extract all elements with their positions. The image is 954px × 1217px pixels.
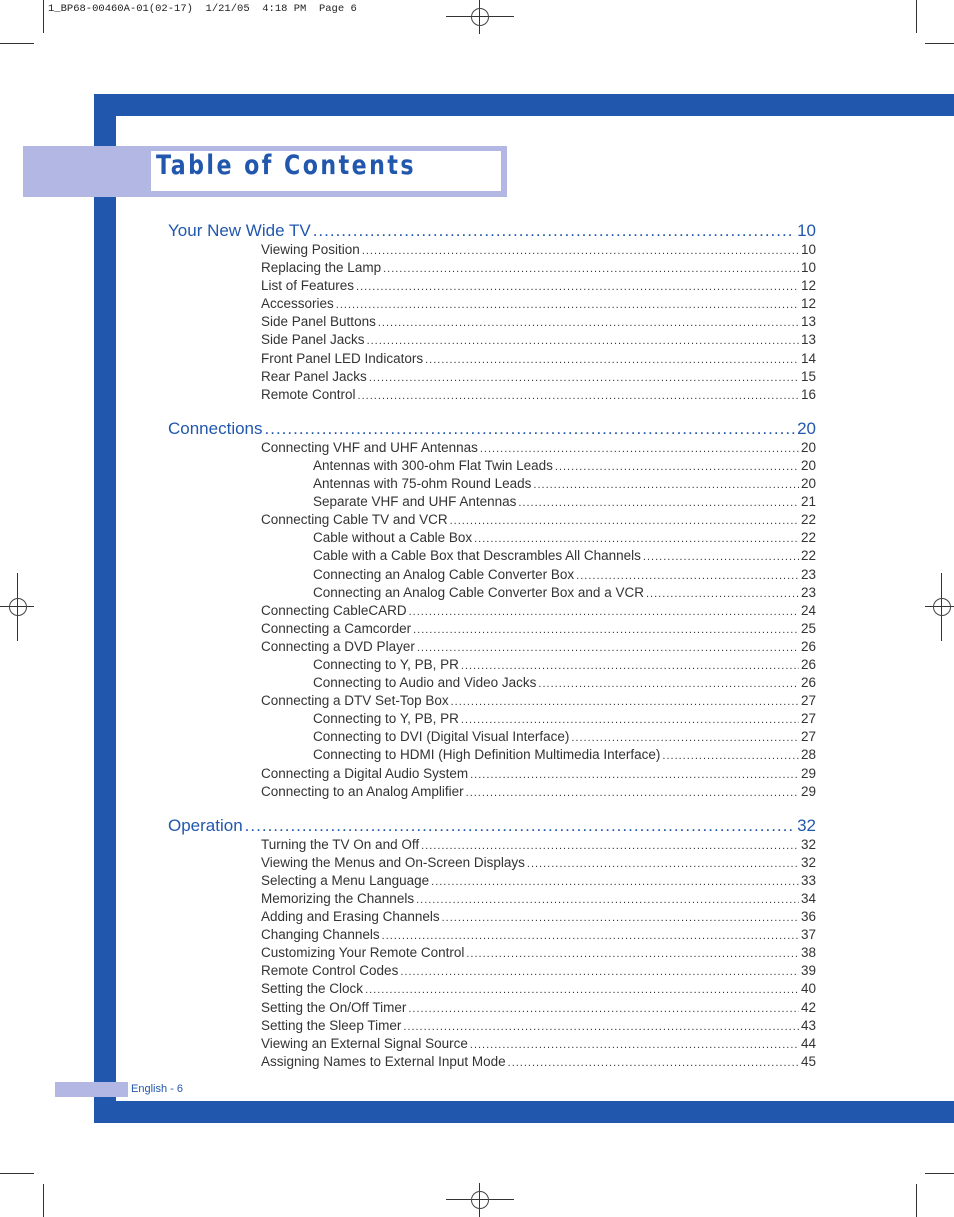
toc-entry-page: 27 xyxy=(800,693,816,709)
page-title: Table of Contents xyxy=(156,150,417,181)
dot-leader xyxy=(518,494,799,511)
toc-entry-label: Cable with a Cable Box that Descrambles All Channels xyxy=(313,548,641,564)
toc-entry-label: Antennas with 75-ohm Round Leads xyxy=(313,476,532,492)
toc-entry[interactable] xyxy=(168,765,816,783)
print-slug: 1_BP68-00460A-01(02-17) 1/21/05 4:18 PM Page 6 xyxy=(48,3,357,15)
dot-leader xyxy=(378,314,799,331)
toc-entry-page: 27 xyxy=(800,711,816,727)
dot-leader xyxy=(538,675,799,692)
toc-entry-page: 43 xyxy=(800,1017,816,1033)
toc-entry-page: 16 xyxy=(800,386,816,402)
toc-entry-label: Side Panel Jacks xyxy=(261,332,365,348)
dot-leader xyxy=(466,784,799,801)
toc-entry[interactable] xyxy=(168,475,816,493)
toc-entry-label: Antennas with 300-ohm Flat Twin Leads xyxy=(313,457,553,473)
crop-mark xyxy=(925,43,954,44)
page-number: English - 6 xyxy=(131,1083,183,1095)
toc-entry-label: Accessories xyxy=(261,296,334,312)
toc-entry-label: Connecting an Analog Cable Converter Box and a VCR xyxy=(313,584,644,600)
footer-tab xyxy=(55,1082,128,1097)
toc-entry-label: Connecting to Audio and Video Jacks xyxy=(313,675,537,691)
toc-entry-page: 25 xyxy=(800,620,816,636)
toc-entry-label: Adding and Erasing Channels xyxy=(261,909,440,925)
crop-mark xyxy=(43,0,44,33)
toc-entry[interactable] xyxy=(168,350,816,368)
toc-entry-page: 36 xyxy=(800,909,816,925)
toc-entry[interactable] xyxy=(168,331,816,349)
dot-leader xyxy=(409,603,799,620)
toc-entry[interactable] xyxy=(168,638,816,656)
toc-entry[interactable] xyxy=(168,926,816,944)
left-frame-bar xyxy=(94,94,116,1123)
toc-entry[interactable] xyxy=(168,656,816,674)
toc-section[interactable] xyxy=(168,419,816,439)
toc-entry-label: Connecting a Digital Audio System xyxy=(261,765,469,781)
dot-leader xyxy=(358,387,799,404)
toc-section[interactable] xyxy=(168,816,816,836)
toc-entry-page: 13 xyxy=(800,314,816,330)
toc-entry[interactable] xyxy=(168,457,816,475)
toc-entry-page: 32 xyxy=(797,815,816,835)
dot-leader xyxy=(356,278,799,295)
dot-leader xyxy=(480,440,799,457)
toc-entry[interactable] xyxy=(168,295,816,313)
toc-entry-page: 20 xyxy=(797,418,816,438)
toc-entry-label: Selecting a Menu Language xyxy=(261,872,430,888)
toc-entry-label: Connecting to DVI (Digital Visual Interface) xyxy=(313,729,570,745)
toc-entry-page: 15 xyxy=(800,368,816,384)
dot-leader xyxy=(421,837,799,854)
registration-mark xyxy=(471,1191,489,1209)
toc-entry-page: 10 xyxy=(800,260,816,276)
dot-leader xyxy=(571,729,799,746)
toc-entry-label: Memorizing the Channels xyxy=(261,891,415,906)
toc-entry[interactable] xyxy=(168,890,816,908)
toc-entry-page: 24 xyxy=(800,602,816,618)
toc-entry-page: 38 xyxy=(800,945,816,961)
toc-entry[interactable] xyxy=(168,836,816,854)
dot-leader xyxy=(431,873,799,890)
toc-entry[interactable] xyxy=(168,620,816,638)
toc-entry[interactable] xyxy=(168,259,816,277)
toc-entry-page: 39 xyxy=(800,963,816,979)
dot-leader xyxy=(508,1054,799,1071)
toc-entry[interactable] xyxy=(168,980,816,998)
toc-entry-page: 26 xyxy=(800,638,816,654)
dot-leader xyxy=(382,927,799,944)
crop-mark xyxy=(916,1184,917,1217)
toc-entry[interactable] xyxy=(168,602,816,620)
toc-entry[interactable] xyxy=(168,999,816,1017)
toc-entry[interactable] xyxy=(168,529,816,547)
dot-leader xyxy=(662,747,799,764)
toc-entry[interactable] xyxy=(168,511,816,529)
toc-entry[interactable] xyxy=(168,547,816,565)
dot-leader xyxy=(400,963,799,980)
dot-leader xyxy=(408,1000,799,1017)
dot-leader xyxy=(245,816,795,836)
toc-entry-label: Connections xyxy=(168,418,263,438)
toc-entry-label: Connecting VHF and UHF Antennas xyxy=(261,439,478,455)
toc-entry[interactable] xyxy=(168,584,816,602)
toc-entry-page: 40 xyxy=(800,981,816,997)
crop-mark xyxy=(925,1173,954,1174)
dot-leader xyxy=(643,548,799,565)
dot-leader xyxy=(470,1036,799,1053)
dot-leader xyxy=(367,332,799,349)
registration-mark xyxy=(471,8,489,26)
dot-leader xyxy=(466,945,799,962)
toc-entry-label: Separate VHF and UHF Antennas xyxy=(313,494,517,510)
toc-entry-label: Replacing the Lamp xyxy=(261,260,382,276)
dot-leader xyxy=(383,260,799,277)
dot-leader xyxy=(555,458,799,475)
toc-entry-label: Rear Panel Jacks xyxy=(261,368,367,384)
toc-entry-page: 22 xyxy=(800,530,816,546)
toc-entry-page: 10 xyxy=(800,242,816,257)
toc-entry-page: 20 xyxy=(800,457,816,473)
crop-mark xyxy=(43,1184,44,1217)
toc-entry-label: Connecting an Analog Cable Converter Box xyxy=(313,566,575,582)
toc-entry-page: 20 xyxy=(800,439,816,455)
toc-entry[interactable] xyxy=(168,241,816,259)
toc-entry[interactable] xyxy=(168,1035,816,1053)
toc-entry-page: 32 xyxy=(800,836,816,852)
toc-entry-page: 22 xyxy=(800,512,816,528)
toc-entry[interactable] xyxy=(168,386,816,404)
dot-leader xyxy=(442,909,799,926)
registration-mark xyxy=(933,598,951,616)
toc-entry-label: Connecting to an Analog Amplifier xyxy=(261,783,464,799)
toc-entry[interactable] xyxy=(168,692,816,710)
dot-leader xyxy=(369,369,799,386)
toc-entry-label: Remote Control xyxy=(261,386,356,402)
toc-entry[interactable] xyxy=(168,439,816,457)
toc-entry[interactable] xyxy=(168,674,816,692)
toc-entry-label: Setting the Clock xyxy=(261,981,364,997)
dot-leader xyxy=(533,476,799,493)
toc-entry-page: 29 xyxy=(800,765,816,781)
toc-entry[interactable] xyxy=(168,313,816,331)
toc-entry-label: Front Panel LED Indicators xyxy=(261,350,424,366)
toc-entry-page: 22 xyxy=(800,548,816,564)
toc-entry[interactable] xyxy=(168,908,816,926)
toc-entry-page: 14 xyxy=(800,350,816,366)
toc-entry[interactable] xyxy=(168,1053,816,1071)
toc-entry-page: 23 xyxy=(800,566,816,582)
toc-entry[interactable] xyxy=(168,944,816,962)
toc-entry-label: List of Features xyxy=(261,278,355,294)
toc-entry-label: Side Panel Buttons xyxy=(261,314,376,330)
toc-entry-page: 27 xyxy=(800,729,816,745)
toc-entry-label: Viewing an External Signal Source xyxy=(261,1035,468,1051)
toc-entry-label: Assigning Names to External Input Mode xyxy=(261,1053,506,1069)
toc-entry[interactable] xyxy=(168,962,816,980)
toc-entry[interactable] xyxy=(168,368,816,386)
toc-entry[interactable] xyxy=(168,872,816,890)
toc-entry[interactable] xyxy=(168,493,816,511)
crop-mark xyxy=(0,43,34,44)
toc-entry-page: 21 xyxy=(800,494,816,510)
toc-entry-page: 26 xyxy=(800,656,816,672)
toc-section[interactable] xyxy=(168,221,816,241)
toc-entry-page: 12 xyxy=(800,278,816,294)
toc-entry-label: Connecting to Y, PB, PR xyxy=(313,656,459,672)
toc-entry-label: Connecting a DTV Set-Top Box xyxy=(261,693,449,709)
toc-entry[interactable] xyxy=(168,746,816,764)
toc-entry-page: 33 xyxy=(800,872,816,888)
toc-entry-label: Connecting CableCARD xyxy=(261,602,407,618)
dot-leader xyxy=(417,639,799,656)
toc-entry-page: 26 xyxy=(800,675,816,691)
dot-leader xyxy=(313,221,795,241)
toc-entry[interactable] xyxy=(168,854,816,872)
toc-entry-page: 37 xyxy=(800,927,816,943)
crop-mark xyxy=(916,0,917,33)
dot-leader xyxy=(416,891,799,908)
dot-leader xyxy=(450,512,799,529)
toc-entry-label: Setting the On/Off Timer xyxy=(261,999,407,1015)
toc-entry[interactable] xyxy=(168,566,816,584)
toc-entry-page: 45 xyxy=(800,1053,816,1069)
toc-entry-page: 34 xyxy=(800,891,816,906)
dot-leader xyxy=(425,351,799,368)
toc-entry[interactable] xyxy=(168,783,816,801)
toc-entry-label: Connecting a DVD Player xyxy=(261,638,415,654)
toc-entry-label: Remote Control Codes xyxy=(261,963,399,979)
table-of-contents xyxy=(168,221,816,1071)
registration-mark xyxy=(9,598,27,616)
toc-entry-page: 29 xyxy=(800,783,816,799)
toc-entry-page: 44 xyxy=(800,1035,816,1051)
dot-leader xyxy=(461,711,799,728)
dot-leader xyxy=(527,855,799,872)
dot-leader xyxy=(336,296,799,313)
dot-leader xyxy=(403,1018,799,1035)
toc-entry-label: Turning the TV On and Off xyxy=(261,836,420,852)
toc-entry-page: 23 xyxy=(800,584,816,600)
toc-entry-label: Changing Channels xyxy=(261,927,380,943)
toc-entry-label: Viewing Position xyxy=(261,242,360,257)
toc-entry-label: Your New Wide TV xyxy=(168,221,311,240)
dot-leader xyxy=(265,419,796,439)
dot-leader xyxy=(362,242,799,259)
toc-entry-page: 13 xyxy=(800,332,816,348)
toc-entry-label: Connecting to Y, PB, PR xyxy=(313,711,459,727)
dot-leader xyxy=(474,530,799,547)
toc-entry[interactable] xyxy=(168,277,816,295)
dot-leader xyxy=(646,585,799,602)
toc-entry-page: 10 xyxy=(797,221,816,240)
dot-leader xyxy=(470,766,799,783)
toc-entry-label: Setting the Sleep Timer xyxy=(261,1017,402,1033)
dot-leader xyxy=(365,981,799,998)
toc-entry-page: 42 xyxy=(800,999,816,1015)
crop-mark xyxy=(0,1173,34,1174)
bottom-frame-bar xyxy=(94,1101,954,1123)
toc-entry-label: Connecting Cable TV and VCR xyxy=(261,512,448,528)
toc-entry[interactable] xyxy=(168,728,816,746)
toc-entry-page: 12 xyxy=(800,296,816,312)
toc-entry-page: 20 xyxy=(800,476,816,492)
toc-entry-label: Customizing Your Remote Control xyxy=(261,945,465,961)
toc-entry[interactable] xyxy=(168,1017,816,1035)
toc-entry-label: Operation xyxy=(168,815,243,835)
toc-entry-label: Cable without a Cable Box xyxy=(313,530,473,546)
toc-entry-label: Connecting a Camcorder xyxy=(261,620,412,636)
toc-entry-page: 32 xyxy=(800,854,816,870)
toc-entry[interactable] xyxy=(168,710,816,728)
dot-leader xyxy=(461,657,799,674)
dot-leader xyxy=(451,693,799,710)
dot-leader xyxy=(413,621,799,638)
top-frame-bar xyxy=(94,94,954,116)
toc-entry-page: 28 xyxy=(800,747,816,763)
toc-entry-label: Viewing the Menus and On-Screen Displays xyxy=(261,854,525,870)
dot-leader xyxy=(576,567,799,584)
toc-entry-label: Connecting to HDMI (High Definition Multimedia Interface) xyxy=(313,747,661,763)
